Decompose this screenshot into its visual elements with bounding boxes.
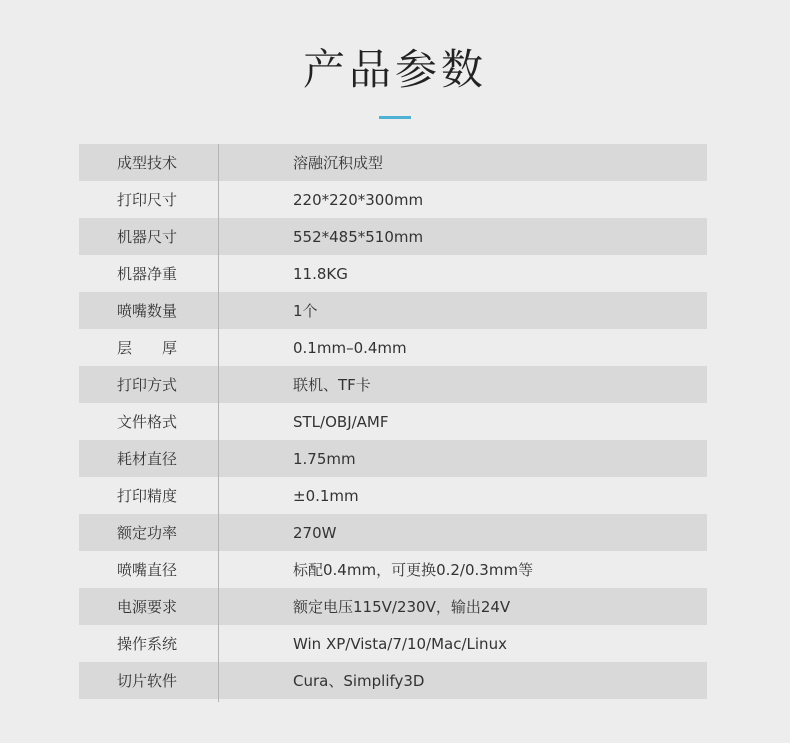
spec-label: 机器尺寸 — [117, 228, 178, 246]
spec-label: 切片软件 — [117, 672, 178, 690]
spec-row — [79, 144, 707, 181]
spec-value: 11.8KG — [293, 264, 348, 283]
spec-row — [79, 662, 707, 699]
spec-row — [79, 440, 707, 477]
spec-label: 机器净重 — [117, 265, 178, 283]
spec-label: 操作系统 — [117, 635, 178, 653]
spec-value: 溶融沉积成型 — [293, 154, 384, 172]
spec-label: 耗材直径 — [117, 450, 178, 468]
spec-row — [79, 329, 707, 366]
spec-label: 电源要求 — [117, 598, 178, 616]
spec-value: 标配0.4mm，可更换0.2/0.3mm等 — [293, 561, 534, 579]
spec-value: 552*485*510mm — [293, 227, 424, 246]
spec-table — [79, 144, 707, 699]
spec-value: Cura、Simplify3D — [293, 672, 425, 690]
spec-label: 文件格式 — [117, 413, 178, 431]
spec-value: Win XP/Vista/7/10/Mac/Linux — [293, 634, 507, 653]
spec-value: 1.75mm — [293, 449, 356, 468]
spec-label: 喷嘴数量 — [117, 302, 178, 320]
spec-value: 220*220*300mm — [293, 190, 424, 209]
spec-value: 270W — [293, 523, 337, 542]
spec-row — [79, 625, 707, 662]
spec-row — [79, 403, 707, 440]
spec-value: 0.1mm–0.4mm — [293, 338, 407, 357]
spec-row — [79, 218, 707, 255]
spec-value: 1个 — [293, 302, 318, 320]
spec-label: 成型技术 — [117, 154, 178, 172]
spec-row — [79, 588, 707, 625]
spec-row — [79, 255, 707, 292]
spec-value: 联机、TF卡 — [293, 376, 371, 394]
spec-row — [79, 514, 707, 551]
spec-label: 打印精度 — [117, 487, 178, 505]
column-divider — [218, 144, 219, 702]
spec-label: 打印尺寸 — [117, 191, 178, 209]
spec-label: 喷嘴直径 — [117, 561, 178, 579]
spec-label: 打印方式 — [117, 376, 178, 394]
spec-value: 额定电压115V/230V，输出24V — [293, 598, 511, 616]
spec-row — [79, 292, 707, 329]
title-underline — [379, 116, 411, 119]
page-title: 产品参数 — [302, 45, 487, 94]
spec-value: ±0.1mm — [293, 486, 359, 505]
spec-row — [79, 366, 707, 403]
spec-label: 层 厚 — [117, 339, 178, 357]
spec-row — [79, 181, 707, 218]
spec-value: STL/OBJ/AMF — [293, 412, 389, 431]
spec-row — [79, 477, 707, 514]
spec-row — [79, 551, 707, 588]
spec-label: 额定功率 — [117, 524, 178, 542]
